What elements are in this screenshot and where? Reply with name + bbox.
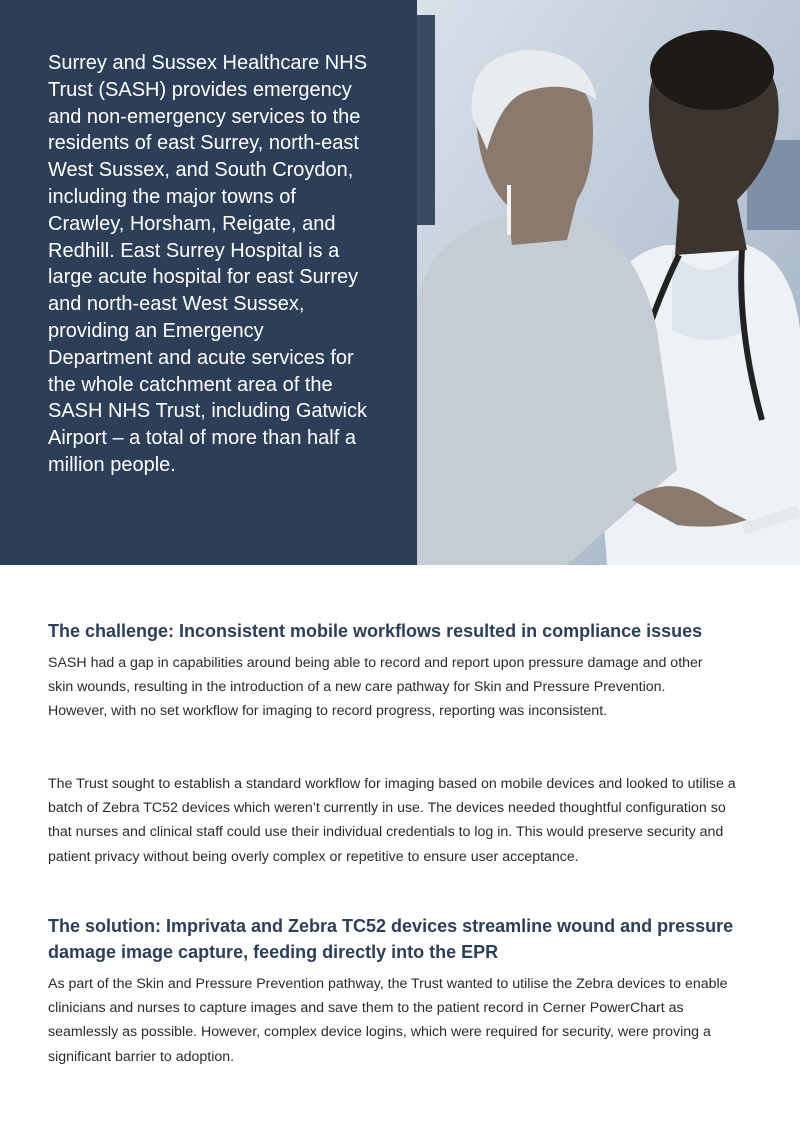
photo-illustration [417, 0, 800, 565]
intro-text: Surrey and Sussex Healthcare NHS Trust (SASH) provides emergency and non-emergency services to the residents of east Surrey, north-east West Sussex, and South Croydon, including the major towns of Crawley, Horsham, Reigate, and Redhill. East Surrey Hospital is a large acute hospital for east Surrey and north-east West Sussex, providing an Emergency Department and acute services for the whole catchment area of the SASH NHS Trust, including Gatwick Airport – a total of more than half a million people. [48, 52, 368, 476]
challenge-heading: The challenge: Inconsistent mobile workflows resulted in compliance issues [48, 621, 703, 641]
intro-panel [0, 0, 417, 565]
challenge-paragraph-2: The Trust sought to establish a standard workflow for imaging based on mobile devices and looked to utilise a batch of Zebra TC52 devices which weren’t currently in use. The devices needed thoughtful configuration so that nurses and clinical staff could use their individual credentials to log in. This would preserve security and patient privacy without being overly complex or repetitive to ensure user acceptance. [48, 776, 736, 865]
clinician-with-patient-photo [417, 0, 800, 565]
solution-heading: The solution: Imprivata and Zebra TC52 devices streamline wound and pressure damage image capture, feeding directly into the EPR [48, 916, 734, 962]
challenge-paragraph-1: SASH had a gap in capabilities around being able to record and report upon pressure damage and other skin wounds, resulting in the introduction of a new care pathway for Skin and Pressure Prevention. However, with no set workflow for imaging to record progress, reporting was inconsistent. [48, 655, 703, 720]
solution-paragraph-1: As part of the Skin and Pressure Prevention pathway, the Trust wanted to utilise the Zebra devices to enable clinicians and nurses to capture images and save them to the patient record in Cerner PowerChart as seamlessly as possible. However, complex device logins, which were required for security, were proving a significant barrier to adoption. [48, 976, 728, 1065]
